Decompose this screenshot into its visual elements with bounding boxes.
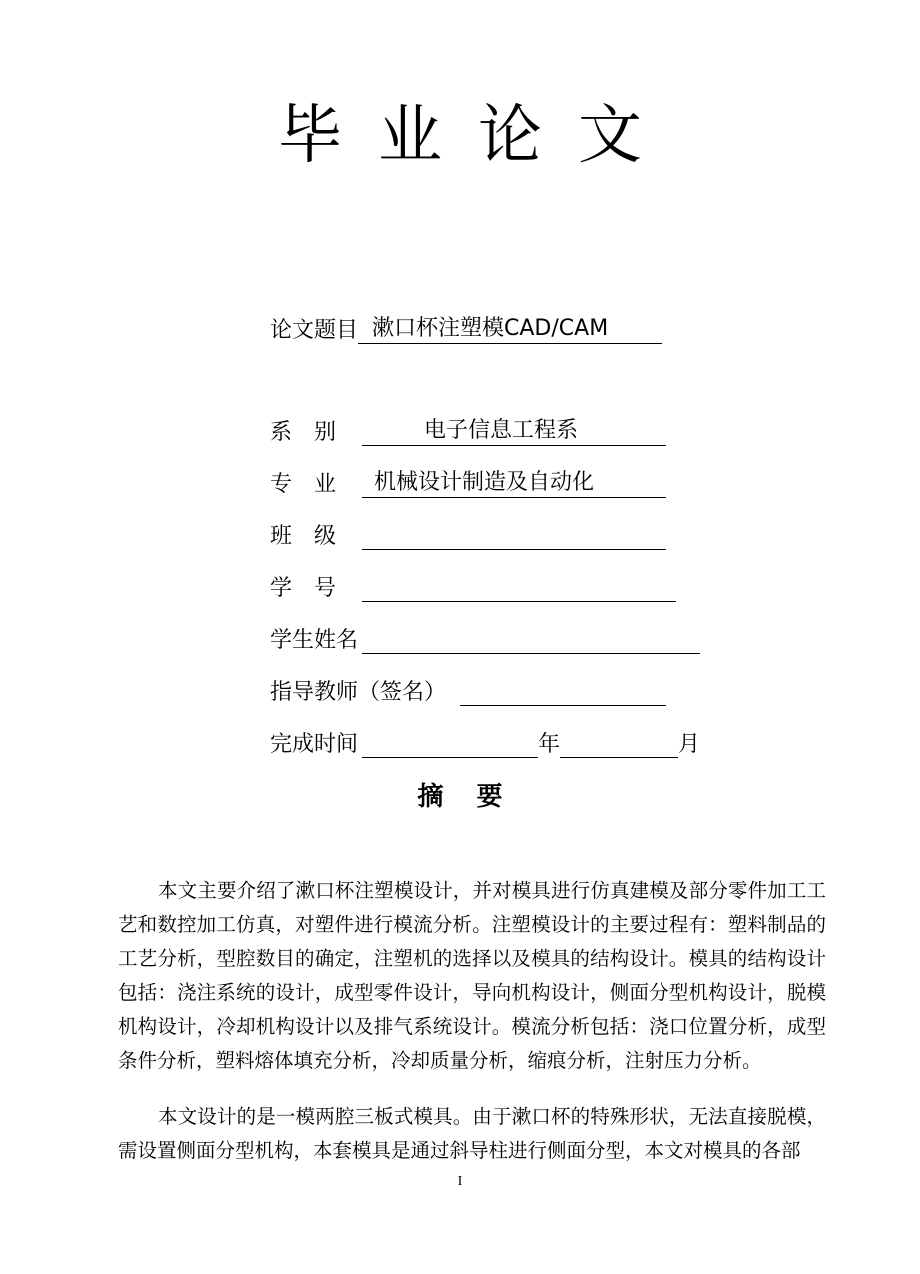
class-row xyxy=(270,521,666,553)
major-value xyxy=(362,469,666,498)
department-label: 系 别 xyxy=(270,420,337,445)
advisor-value xyxy=(460,677,666,706)
page-number: I xyxy=(457,1174,463,1189)
thesis-title-text: 漱口杯注塑模CAD/CAM xyxy=(372,316,609,341)
thesis-title-row xyxy=(270,315,662,347)
major-row xyxy=(270,469,666,501)
advisor-label: 指导教师（签名） xyxy=(270,680,447,705)
major-text: 机械设计制造及自动化 xyxy=(374,470,595,495)
department-value xyxy=(362,417,666,446)
abstract-paragraph-1: 本文主要介绍了漱口杯注塑模设计，并对模具进行仿真建模及部分零件加工工艺和数控加工仿真，对塑件进行模流分析。注塑模设计的主要过程有：塑料制品的工艺分析，型腔数目的确定，注塑机的选择以及模具的结构设计。模具的结构设计包括：浇注系统的设计，成型零件设计，导向机构设计，侧面分型机构设计，脱模机构设计，冷却机构设计以及排气系统设计。模流分析包括：浇口位置分析，成型条件分析，塑料熔体填充分析，冷却质量分析，缩痕分析，注射压力分析。 xyxy=(118,879,826,1072)
student-id-row xyxy=(270,573,676,605)
class-value xyxy=(362,521,666,550)
completion-label: 完成时间 xyxy=(270,732,359,757)
class-label: 班 级 xyxy=(270,524,337,549)
student-name-value xyxy=(362,625,700,654)
student-name-row xyxy=(270,625,700,657)
major-label: 专 业 xyxy=(270,472,337,497)
student-id-value xyxy=(362,573,676,602)
completion-month-field xyxy=(560,729,678,758)
thesis-title-value xyxy=(358,315,662,344)
completion-month-suffix: 月 xyxy=(678,732,701,757)
student-name-label: 学生姓名 xyxy=(270,628,359,653)
advisor-row xyxy=(270,677,666,709)
document-title: 毕业论文 xyxy=(278,99,678,173)
department-text: 电子信息工程系 xyxy=(424,418,579,443)
department-row xyxy=(270,417,666,449)
thesis-title-label: 论文题目 xyxy=(270,318,359,343)
student-id-label: 学 号 xyxy=(270,576,337,601)
abstract-paragraph-2: 本文设计的是一模两腔三板式模具。由于漱口杯的特殊形状，无法直接脱模，需设置侧面分型机构，本套模具是通过斜导柱进行侧面分型，本文对模具的各部 xyxy=(118,1105,826,1162)
abstract-heading: 摘 要 xyxy=(417,782,515,812)
completion-year-suffix: 年 xyxy=(538,732,561,757)
completion-year-field xyxy=(362,729,538,758)
completion-row xyxy=(270,729,700,761)
